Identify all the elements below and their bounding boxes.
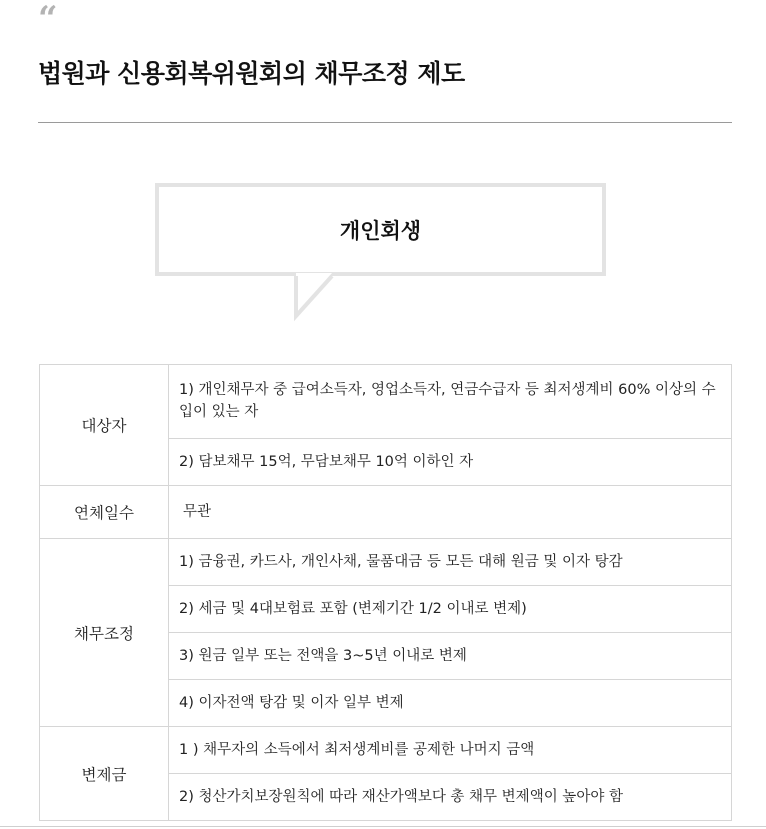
row-detail: 1) 개인채무자 중 급여소득자, 영업소득자, 연금수급자 등 최저생계비 60% 이상의 수입이 있는 자 xyxy=(169,365,732,439)
footer-divider xyxy=(0,826,766,827)
page-title: 법원과 신용회복위원회의 채무조정 제도 xyxy=(38,59,465,88)
row-category: 대상자 xyxy=(40,365,169,486)
row-category: 채무조정 xyxy=(40,539,169,727)
table-row xyxy=(40,486,732,539)
title-divider xyxy=(38,122,732,123)
quote-mark-icon: “ xyxy=(38,0,58,39)
callout-label: 개인회생 xyxy=(339,218,422,243)
row-detail: 2) 담보채무 15억, 무담보채무 10억 이하인 자 xyxy=(169,438,732,485)
row-category: 연체일수 xyxy=(40,486,169,539)
row-detail: 2) 세금 및 4대보험료 포함 (변제기간 1/2 이내로 변제) xyxy=(169,586,732,633)
row-category: 변제금 xyxy=(40,727,169,821)
table-row xyxy=(40,727,732,774)
row-detail: 2) 청산가치보장원칙에 따라 재산가액보다 총 채무 변제액이 높아야 함 xyxy=(169,774,732,821)
table-row xyxy=(40,365,732,439)
row-detail: 무관 xyxy=(169,486,732,539)
row-detail: 1) 금융권, 카드사, 개인사채, 물품대금 등 모든 대해 원금 및 이자 탕감 xyxy=(169,539,732,586)
info-table xyxy=(39,364,732,821)
row-detail: 1 ) 채무자의 소득에서 최저생계비를 공제한 나머지 금액 xyxy=(169,727,732,774)
row-detail: 4) 이자전액 탕감 및 이자 일부 변제 xyxy=(169,680,732,727)
row-detail: 3) 원금 일부 또는 전액을 3~5년 이내로 변제 xyxy=(169,633,732,680)
table-row xyxy=(40,539,732,586)
